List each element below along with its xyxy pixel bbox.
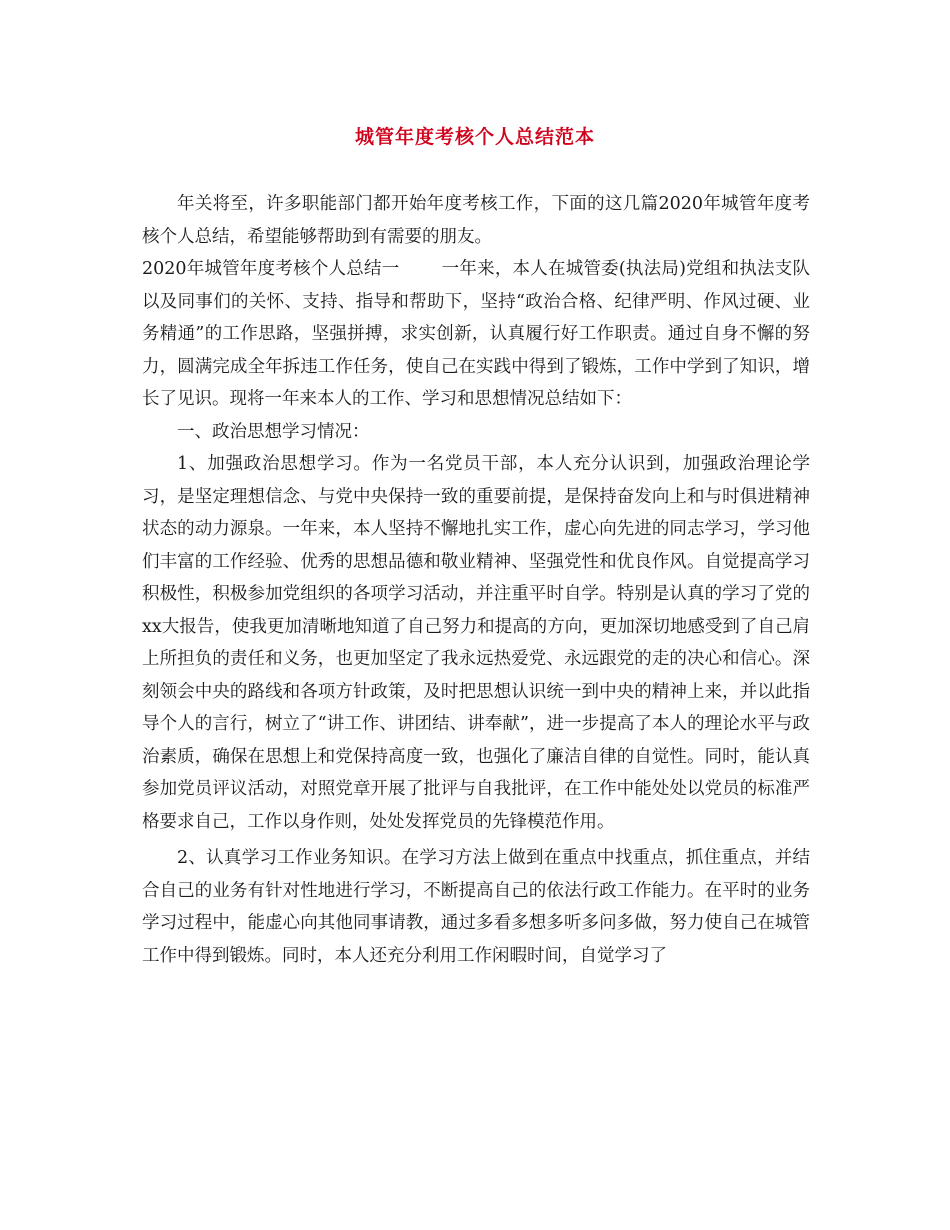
document-body (142, 188, 810, 972)
section-paragraph (142, 253, 810, 416)
intro-paragraph: 年关将至，许多职能部门都开始年度考核工作，下面的这几篇2020年城管年度考核个人总结，希望能够帮助到有需要的朋友。 (142, 194, 810, 247)
item2-paragraph: 2、认真学习工作业务知识。在学习方法上做到在重点中找重点，抓住重点，并结合自己的业务有针对性地进行学习，不断提高自己的依法行政工作能力。在平时的业务学习过程中，能虚心向其他同事请教，通过多看多想多听多问多做，努力使自己在城管工作中得到锻炼。同时，本人还充分利用工作闲暇时间，自觉学习了 (142, 848, 810, 966)
part1-heading: 一、政治思想学习情况： (177, 421, 370, 442)
item1-paragraph: 1、加强政治思想学习。作为一名党员干部，本人充分认识到，加强政治理论学习，是坚定理想信念、与党中央保持一致的重要前提，是保持奋发向上和与时俱进精神状态的动力源泉。一年来，本人坚持不懈地扎实工作，虚心向先进的同志学习，学习他们丰富的工作经验、优秀的思想品德和敬业精神、坚强党性和优良作风。自觉提高学习积极性，积极参加党组织的各项学习活动，并注重平时自学。特别是认真的学习了党的xx大报告，使我更加清晰地知道了自己努力和提高的方向，更加深切地感受到了自己肩上所担负的责任和义务，也更加坚定了我永远热爱党、永远跟党的走的决心和信心。深刻领会中央的路线和各项方针政策，及时把思想认识统一到中央的精神上来，并以此指导个人的言行，树立了“讲工作、讲团结、讲奉献”，进一步提高了本人的理论水平与政治素质，确保在思想上和党保持高度一致，也强化了廉洁自律的自觉性。同时，能认真参加党员评议活动，对照党章开展了批评与自我批评，在工作中能处处以党员的标准严格要求自己，工作以身作则，处处发挥党员的先锋模范作用。 (142, 454, 810, 832)
document-title: 城管年度考核个人总结范本 (354, 126, 595, 148)
section-heading: 2020年城管年度考核个人总结一 (142, 259, 400, 279)
section-lead: 一年来，本人在城管委(执法局)党组和执法支队以及同事们的关怀、支持、指导和帮助下，坚持“政治合格、纪律严明、作风过硬、业务精通”的工作思路，坚强拼搏，求实创新，认真履行好工作职责。通过自身不懈的努力，圆满完成全年拆违工作任务，使自己在实践中得到了锻炼，工作中学到了知识，增长了见识。现将一年来本人的工作、学习和思想情况总结如下： (142, 259, 810, 409)
